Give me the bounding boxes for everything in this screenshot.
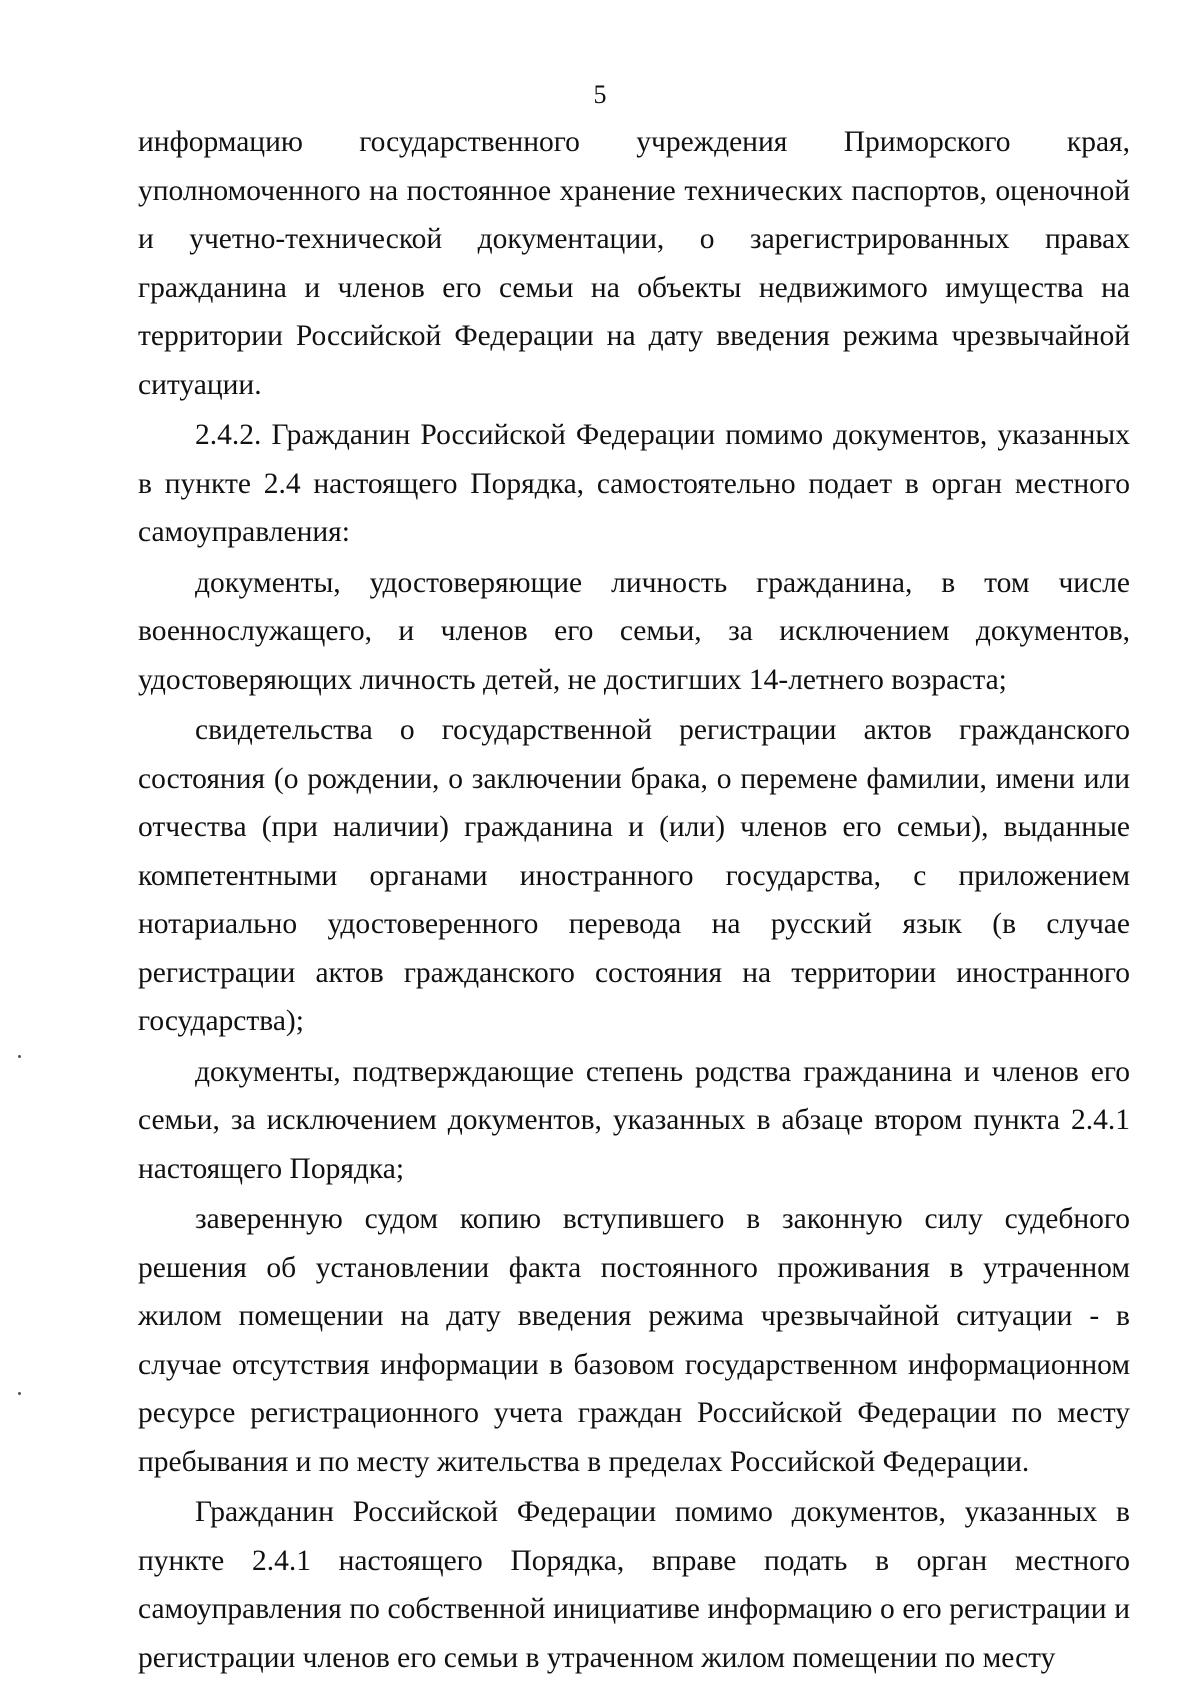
paragraph-optional-registration-info: Гражданин Российской Федерации помимо документов, указанных в пункте 2.4.1 настоящего Порядка, вправе подать в орган местного самоуправления по собственной инициативе информацию о его регистрации и регистрации членов его семьи в утраченном жилом помещении по месту: [138, 1496, 1130, 1674]
paragraph-court-decision: заверенную судом копию вступившего в законную силу судебного решения об установлении факта постоянного проживания в утраченном жилом помещении на дату введения режима чрезвычайной ситуации - в случае отсутствия информации в базовом государственном информационном ресурсе регистрационного учета граждан Российской Федерации по месту пребывания и по месту жительства в пределах Российской Федерации.: [138, 1203, 1130, 1478]
page-number: 5: [593, 80, 607, 109]
scan-artifact-dot: [18, 1055, 21, 1058]
document-body: [138, 118, 1130, 1682]
scan-artifact-dot: [18, 1392, 21, 1395]
paragraph-identity-documents: документы, удостоверяющие личность гражданина, в том числе военнослужащего, и членов его семьи, за исключением документов, удостоверяющих личность детей, не достигших 14-летнего возраста;: [138, 566, 1130, 696]
paragraph-kinship-documents: документы, подтверждающие степень родства гражданина и членов его семьи, за исключением документов, указанных в абзаце втором пункта 2.4.1 настоящего Порядка;: [138, 1055, 1130, 1185]
paragraph-continuation: информацию государственного учреждения Приморского края, уполномоченного на постоянное хранение технических паспортов, оценочной и учетно-технической документации, о зарегистрированных правах гражданина и членов его семьи на объекты недвижимого имущества на территории Российской Федерации на дату введения режима чрезвычайной ситуации.: [138, 126, 1130, 401]
paragraph-civil-status-certificates: свидетельства о государственной регистрации актов гражданского состояния (о рождении, о заключении брака, о перемене фамилии, имени или отчества (при наличии) гражданина и (или) членов его семьи), выданные компетентными органами иностранного государства, с приложением нотариально удостоверенного перевода на русский язык (в случае регистрации актов гражданского состояния на территории иностранного государства);: [138, 714, 1130, 1037]
paragraph-2-4-2: 2.4.2. Гражданин Российской Федерации помимо документов, указанных в пункте 2.4 настоящего Порядка, самостоятельно подает в орган местного самоуправления:: [138, 419, 1130, 548]
